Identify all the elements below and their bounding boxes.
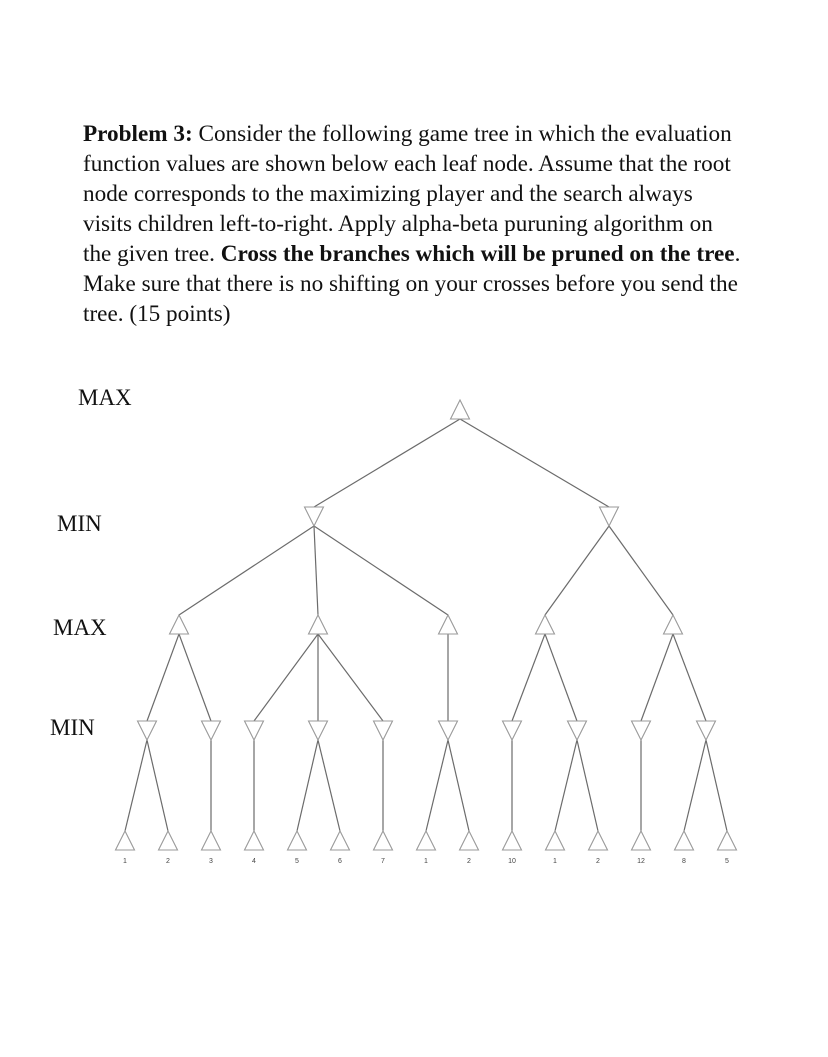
leaf-node (374, 831, 393, 850)
max-node (439, 615, 458, 634)
level-label-max-root: MAX (78, 385, 132, 410)
tree-edge (314, 526, 318, 615)
leaf-value: 2 (467, 858, 471, 865)
tree-edge (254, 634, 318, 721)
leaf-node (675, 831, 694, 850)
tree-edge (577, 740, 598, 831)
leaf-node (116, 831, 135, 850)
min-node (439, 721, 458, 740)
max-node (170, 615, 189, 634)
max-node (664, 615, 683, 634)
leaf-value: 7 (381, 858, 385, 865)
tree-edge (314, 526, 448, 615)
tree-edge (179, 526, 314, 615)
leaf-value: 5 (725, 858, 729, 865)
tree-nodes (116, 400, 737, 850)
max-node-root (451, 400, 470, 419)
leaf-value: 1 (553, 858, 557, 865)
tree-edge (609, 526, 673, 615)
leaf-value: 1 (424, 858, 428, 865)
min-node (309, 721, 328, 740)
min-node (600, 507, 619, 526)
max-node (536, 615, 555, 634)
tree-edge (318, 634, 383, 721)
max-node (309, 615, 328, 634)
tree-edges (125, 419, 727, 831)
problem-text-2: . Make sure that there is no shifting on your crosses before you send the tree. (15 points) (83, 241, 741, 327)
level-label-min-1: MIN (57, 511, 102, 536)
leaf-value: 1 (123, 858, 127, 865)
min-node (202, 721, 221, 740)
min-node (245, 721, 264, 740)
leaf-value: 10 (508, 858, 516, 865)
leaf-value: 3 (209, 858, 213, 865)
tree-edge (545, 634, 577, 721)
problem-heading: Problem 3: (83, 121, 193, 147)
min-node (138, 721, 157, 740)
tree-edge (147, 740, 168, 831)
leaf-value: 12 (637, 858, 645, 865)
tree-edge (179, 634, 211, 721)
tree-edge (147, 634, 179, 721)
leaf-value: 8 (682, 858, 686, 865)
tree-edge (314, 419, 460, 507)
tree-edge (545, 526, 609, 615)
tree-edge (684, 740, 706, 831)
leaf-value: 2 (596, 858, 600, 865)
leaf-value: 5 (295, 858, 299, 865)
tree-edge (512, 634, 545, 721)
tree-edge (448, 740, 469, 831)
tree-edge (426, 740, 448, 831)
tree-edge (460, 419, 609, 507)
min-node (374, 721, 393, 740)
leaf-node (632, 831, 651, 850)
min-node (697, 721, 716, 740)
tree-edge (555, 740, 577, 831)
leaf-node (202, 831, 221, 850)
leaf-node (417, 831, 436, 850)
tree-edge (673, 634, 706, 721)
problem-text-1: Consider the following game tree in which the evaluation function values are shown below each leaf node. Assume that the root node corresponds to the maximizing player and the search always visits children left-to-right. Apply alpha-beta puruning algorithm on the given tree. (83, 121, 732, 267)
leaf-value: 4 (252, 858, 256, 865)
tree-edge (125, 740, 147, 831)
leaf-value-labels (123, 858, 729, 865)
leaf-node (331, 831, 350, 850)
level-label-min-3: MIN (50, 715, 95, 740)
leaf-node (718, 831, 737, 850)
tree-edge (641, 634, 673, 721)
leaf-node (245, 831, 264, 850)
leaf-node (503, 831, 522, 850)
leaf-node (159, 831, 178, 850)
leaf-node (460, 831, 479, 850)
tree-edge (297, 740, 318, 831)
leaf-value: 2 (166, 858, 170, 865)
leaf-value: 6 (338, 858, 342, 865)
leaf-node (288, 831, 307, 850)
tree-edge (706, 740, 727, 831)
min-node (568, 721, 587, 740)
leaf-node (546, 831, 565, 850)
min-node (632, 721, 651, 740)
min-node (305, 507, 324, 526)
leaf-node (589, 831, 608, 850)
level-label-max-2: MAX (53, 615, 107, 640)
problem-bold-instruction: Cross the branches which will be pruned on the tree (220, 241, 735, 267)
tree-edge (318, 740, 340, 831)
min-node (503, 721, 522, 740)
